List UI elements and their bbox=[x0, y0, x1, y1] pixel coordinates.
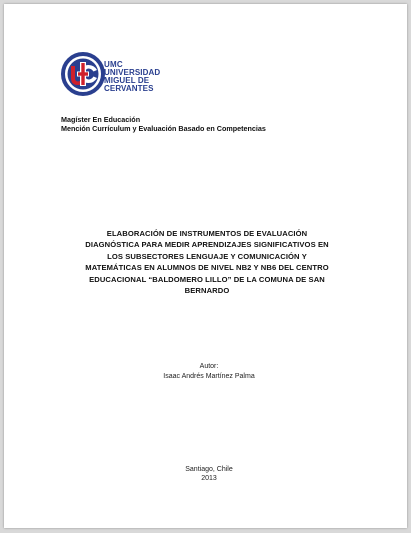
author-block bbox=[104, 362, 314, 382]
title-line: ELABORACIÓN DE INSTRUMENTOS DE EVALUACIÓN bbox=[106, 229, 308, 238]
year: 2013 bbox=[201, 475, 217, 482]
place: Santiago, Chile bbox=[185, 466, 233, 473]
university-logo bbox=[61, 52, 201, 98]
thesis-title bbox=[56, 228, 358, 296]
title-line: DIAGNÓSTICA PARA MEDIR APRENDIZAJES SIGNIFICATIVOS EN bbox=[85, 240, 329, 250]
mention-name: Mención Currículum y Evaluación Basado en Competencias bbox=[61, 124, 266, 133]
author-name: Isaac Andrés Martínez Palma bbox=[163, 373, 255, 380]
logo-line-name: MIGUEL DE CERVANTES bbox=[104, 76, 154, 93]
title-line: LOS SUBSECTORES LENGUAJE Y COMUNICACIÓN Y bbox=[107, 251, 307, 261]
title-line: BERNARDO bbox=[184, 286, 230, 296]
logo-line-acronym: UMC bbox=[104, 60, 123, 69]
author-label: Autor: bbox=[199, 363, 219, 370]
title-line: EDUCACIONAL “BALDOMERO LILLO” DE LA COMUNA DE SAN bbox=[89, 274, 325, 284]
university-emblem-icon bbox=[61, 52, 105, 96]
place-and-year bbox=[104, 465, 314, 483]
document-page bbox=[4, 4, 407, 528]
degree-name: Magíster En Educación bbox=[61, 115, 141, 124]
title-line: MATEMÁTICAS EN ALUMNOS DE NIVEL NB2 Y NB6 DEL CENTRO bbox=[85, 263, 329, 273]
logo-wordmark bbox=[104, 61, 201, 93]
logo-line-university: UNIVERSIDAD bbox=[104, 68, 161, 77]
program-info bbox=[61, 115, 266, 133]
